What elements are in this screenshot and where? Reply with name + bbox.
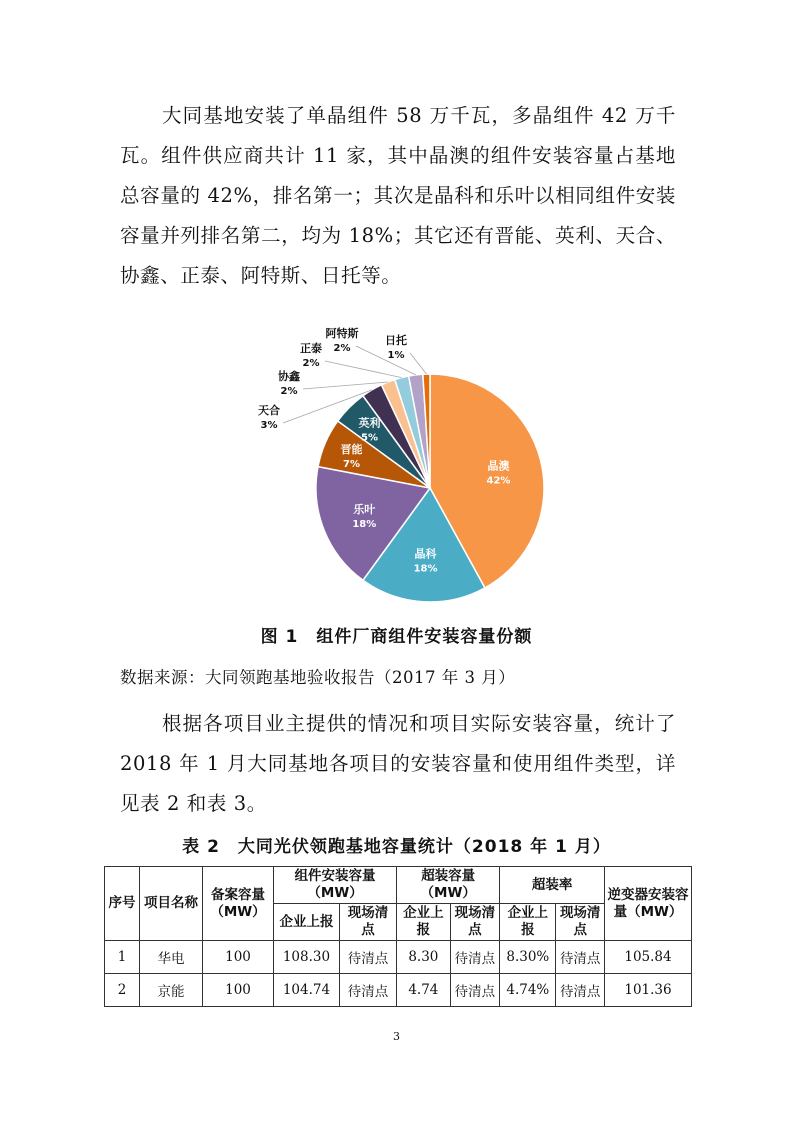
table-cell: 4.74% <box>500 974 556 1007</box>
pie-label-value: 5% <box>361 432 379 444</box>
pie-label-value: 2% <box>280 386 298 397</box>
subheader-site: 现场清点 <box>339 904 396 941</box>
table-cell: 101.36 <box>605 974 692 1007</box>
table-header-row <box>105 867 692 904</box>
pie-leader-line <box>410 353 426 374</box>
pie-label-value: 2% <box>333 343 351 354</box>
subheader-enterprise: 企业上报 <box>274 904 340 941</box>
pie-label-name: 乐叶 <box>353 503 376 517</box>
pie-label-name: 日托 <box>385 334 407 347</box>
pie-label-name: 正泰 <box>300 342 322 355</box>
pie-label-value: 1% <box>387 350 405 361</box>
table-cell: 8.30 <box>397 941 450 974</box>
subheader-site: 现场清点 <box>556 904 605 941</box>
header-over-capacity: 超装容量（MW） <box>397 867 500 904</box>
pie-label-name: 天合 <box>258 404 280 417</box>
pie-label-name: 晶科 <box>414 547 437 561</box>
header-seq: 序号 <box>105 867 140 941</box>
pie-label-value: 18% <box>352 519 377 531</box>
table-cell: 104.74 <box>274 974 340 1007</box>
pie-label-value: 3% <box>260 420 278 431</box>
subheader-site: 现场清点 <box>450 904 500 941</box>
header-over-rate: 超装率 <box>500 867 605 904</box>
table-cell: 待清点 <box>339 974 396 1007</box>
table-intro-paragraph: 根据各项目业主提供的情况和项目实际安装容量，统计了 2018 年 1 月大同基地各项目的安装容量和使用组件类型，详见表 2 和表 3。 <box>120 712 676 815</box>
capacity-table <box>104 866 692 1007</box>
pie-label-value: 18% <box>413 563 438 575</box>
table-cell: 4.74 <box>397 974 450 1007</box>
header-module-capacity: 组件安装容量（MW） <box>274 867 397 904</box>
table-row <box>105 974 692 1007</box>
table-cell: 待清点 <box>450 941 500 974</box>
pie-label-name: 阿特斯 <box>325 327 359 340</box>
table-cell: 1 <box>105 941 140 974</box>
pie-leader-line <box>325 361 402 378</box>
header-inverter-capacity: 逆变器安装容量（MW） <box>605 867 692 941</box>
table-cell: 108.30 <box>274 941 340 974</box>
pie-label-value: 42% <box>486 475 511 487</box>
pie-label-name: 晶澳 <box>487 459 510 473</box>
table-cell: 100 <box>203 974 274 1007</box>
table-cell: 京能 <box>140 974 203 1007</box>
table-cell: 2 <box>105 974 140 1007</box>
subheader-enterprise: 企业上报 <box>397 904 450 941</box>
table-row <box>105 941 692 974</box>
pie-leader-line <box>356 346 416 375</box>
subheader-enterprise: 企业上报 <box>500 904 556 941</box>
intro-paragraph: 大同基地安装了单晶组件 58 万千瓦，多晶组件 42 万千瓦。组件供应商共计 11 家，其中晶澳的组件安装容量占基地总容量的 42%，排名第一；其次是晶科和乐叶以相同组件安装容量并列排名第二，均为 18%；其它还有晋能、英利、天合、协鑫、正泰、阿特斯、日托等。 <box>120 104 676 287</box>
source-note: 数据来源：大同领跑基地验收报告（2017 年 3 月） <box>120 668 516 687</box>
table-cell: 8.30% <box>500 941 556 974</box>
pie-label-name: 协鑫 <box>278 370 300 383</box>
pie-label-name: 英利 <box>358 416 381 430</box>
pie-label-name: 晋能 <box>340 443 363 457</box>
header-filed-capacity: 备案容量（MW） <box>203 867 274 941</box>
module-share-pie-chart <box>250 312 550 612</box>
pie-label-value: 2% <box>302 358 320 369</box>
page-number: 3 <box>393 1030 400 1043</box>
table-title: 表 2 大同光伏领跑基地容量统计（2018 年 1 月） <box>182 837 611 857</box>
figure-caption: 图 1 组件厂商组件安装容量份额 <box>260 627 533 647</box>
table-cell: 105.84 <box>605 941 692 974</box>
table-cell: 华电 <box>140 941 203 974</box>
header-project-name: 项目名称 <box>140 867 203 941</box>
table-cell: 100 <box>203 941 274 974</box>
table-cell: 待清点 <box>556 974 605 1007</box>
table-cell: 待清点 <box>450 974 500 1007</box>
table-cell: 待清点 <box>339 941 396 974</box>
table-cell: 待清点 <box>556 941 605 974</box>
pie-label-value: 7% <box>343 459 361 471</box>
